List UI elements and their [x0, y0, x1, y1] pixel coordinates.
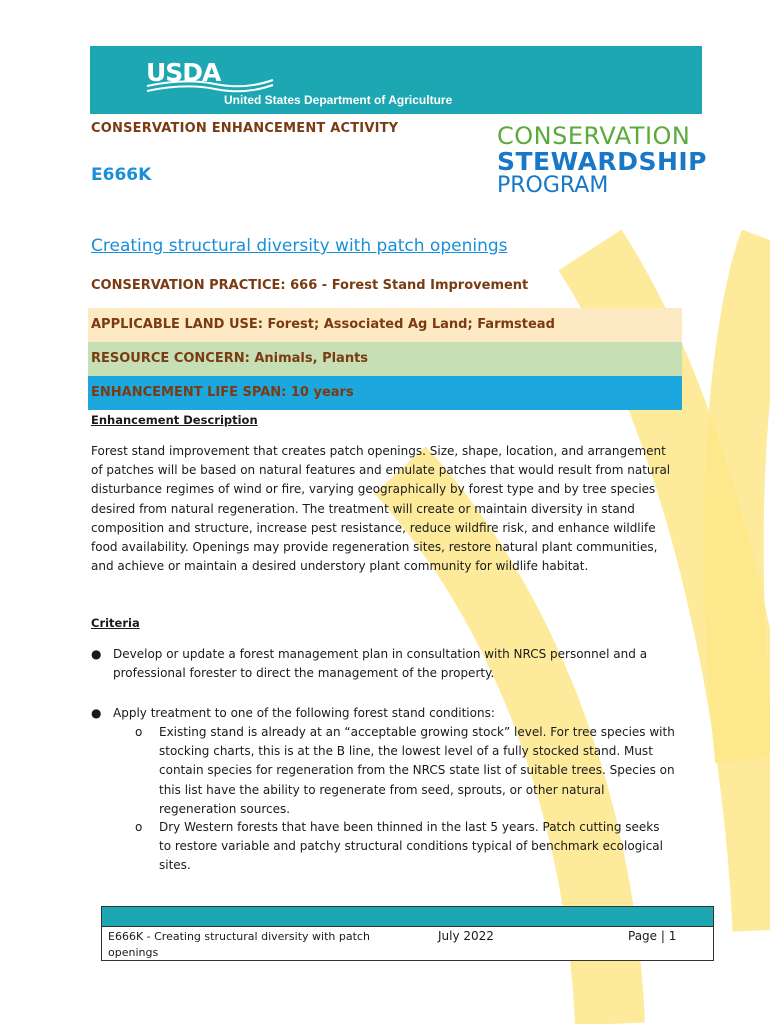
page-footer [101, 906, 714, 961]
criteria-bullet-2 [91, 704, 681, 723]
description-heading: Enhancement Description [91, 413, 258, 427]
criteria-bullet-2-text: Apply treatment to one of the following forest stand conditions: [113, 706, 495, 720]
bullet-icon: ● [91, 647, 102, 661]
footer-page-number: Page | 1 [628, 929, 677, 943]
enhancement-title: Creating structural diversity with patch openings [91, 236, 508, 256]
csp-logo-line3: PROGRAM [497, 173, 609, 198]
conservation-practice-band: CONSERVATION PRACTICE: 666 - Forest Stand Improvement [91, 278, 529, 293]
activity-code: E666K [91, 165, 152, 185]
activity-label: CONSERVATION ENHANCEMENT ACTIVITY [91, 121, 399, 136]
life-span-band: ENHANCEMENT LIFE SPAN: 10 years [88, 376, 682, 410]
footer-document-title: E666K - Creating structural diversity with patch openings [108, 930, 370, 959]
sub-bullet-icon: o [135, 725, 143, 739]
criteria-sub-1-text: Existing stand is already at an “acceptable growing stock” level. For tree species with stocking charts, this is at the B line, the lowest level of a fully stocked stand. Must contain species for regeneration from the NRCS state list of suitable trees. Species on this list have the ability to regenerate from seed, sprouts, or other natural regeneration sources. [159, 725, 675, 816]
usda-wordmark: USDA [146, 58, 221, 87]
usda-header-banner [90, 46, 702, 114]
resource-concern-band: RESOURCE CONCERN: Animals, Plants [88, 342, 682, 376]
criteria-sub-2 [135, 818, 675, 876]
criteria-heading: Criteria [91, 616, 140, 630]
description-text: Forest stand improvement that creates patch openings. Size, shape, location, and arrangement of patches will be based on natural features and emulate patches that would result from natural disturbance regimes of wind or fire, varying geographically by forest type and by tree species desired from natural regeneration. The treatment will create or maintain diversity in stand composition and structure, increase pest resistance, reduce wildfire risk, and enhance wildlife food availability. Openings may provide regeneration sites, restore natural plant communities, and achieve or maintain a desired understory plant community for wildlife habitat. [91, 444, 671, 574]
criteria-sub-2-text: Dry Western forests that have been thinned in the last 5 years. Patch cutting seeks to restore variable and patchy structural conditions typical of benchmark ecological sites. [159, 820, 663, 873]
footer-bar [102, 907, 713, 927]
sub-bullet-icon: o [135, 820, 143, 834]
csp-logo [497, 124, 707, 197]
criteria-bullet-1 [91, 645, 681, 683]
criteria-bullet-1-text: Develop or update a forest management plan in consultation with NRCS personnel and a professional forester to direct the management of the property. [113, 647, 648, 681]
bullet-icon: ● [91, 706, 102, 720]
criteria-sub-1 [135, 723, 675, 819]
csp-logo-line2: STEWARDSHIP [497, 147, 707, 176]
land-use-band: APPLICABLE LAND USE: Forest; Associated Ag Land; Farmstead [88, 308, 682, 342]
footer-date: July 2022 [438, 929, 494, 943]
csp-logo-line1: CONSERVATION [497, 122, 691, 150]
agency-name: United States Department of Agriculture [224, 93, 453, 107]
